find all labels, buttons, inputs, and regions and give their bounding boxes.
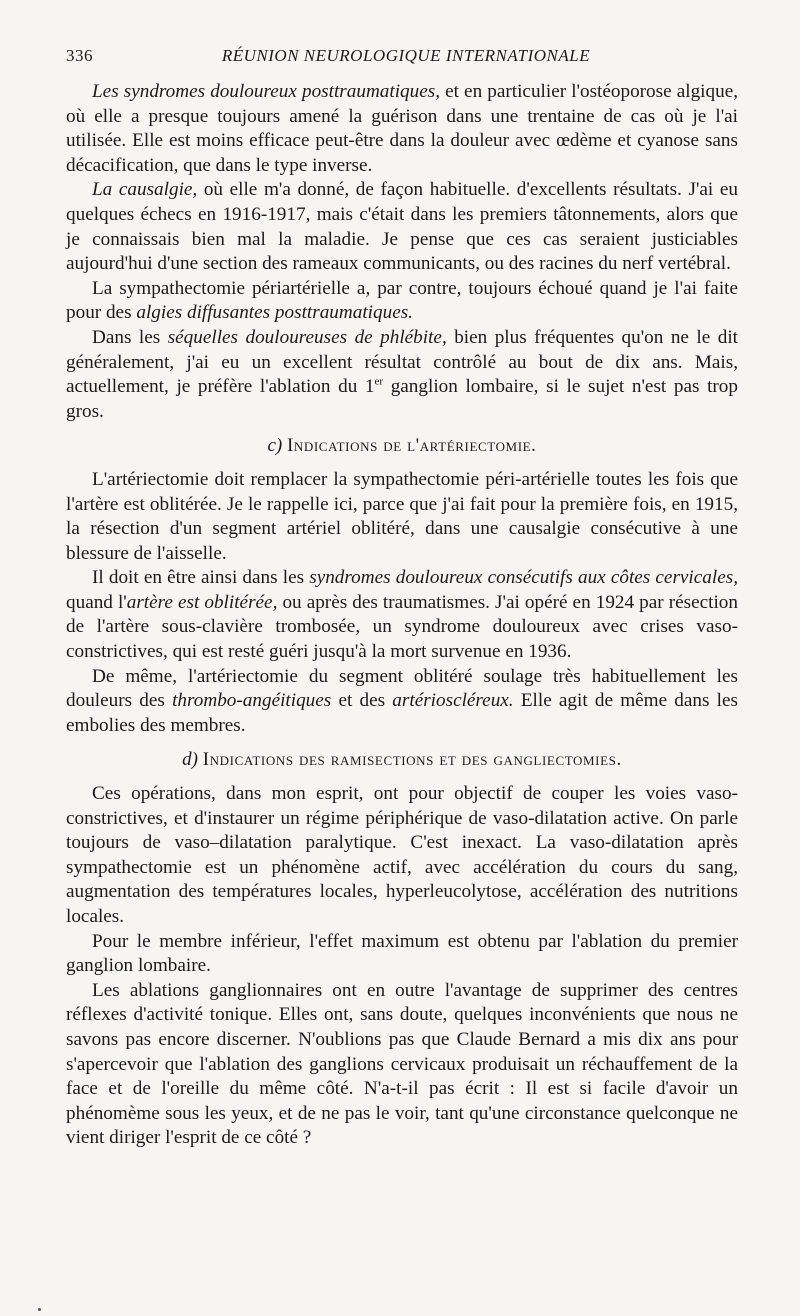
paragraph — [66, 277, 738, 326]
paragraph — [66, 178, 738, 276]
text-run: Les ablations ganglionnaires ont en outre l'avantage de supprimer des centres réflexes d'activité tonique. Elles ont, sans doute, quelques inconvénients que nous ne savons pas encore discerner. N'oublions pas que Claude Bernard a mis dix ans pour s'apercevoir que l'ablation des ganglions cervicaux produisait un réchauffement de la face et de l'oreille du même côté. N'a-t-il pas écrit : Il est si facile d'avoir un phénomème sous les yeux, et de ne pas le voir, tant qu'une circonstance quelconque ne vient diriger l'esprit de ce côté ? — [66, 979, 738, 1149]
section-title: Indications des ramisections et des gangliectomies. — [202, 749, 622, 771]
running-title: RÉUNION NEUROLOGIQUE INTERNATIONALE — [221, 46, 591, 65]
text-run: où elle m'a donné, de façon habituelle. d'excellents résultats. J'ai eu quelques échecs en 1916-1917, mais c'était dans les premiers tâtonnements, alors que je connaissais bien mal la maladie. Je pense que ces cas seraient justiciables aujourd'hui d'une section des rameaux communicants, ou des racines du nerf vertébral. — [66, 179, 738, 275]
paragraph — [66, 566, 738, 664]
text-run: bien plus fréquentes qu'on ne le dit généralement, j'ai eu un excellent résultat contrôlé au bout de dix ans. Mais, actuellement, je préfère l'ablation du 1 — [66, 326, 738, 398]
emphasis: Les syndromes douloureux posttraumatiques, — [92, 81, 441, 102]
running-header — [66, 46, 746, 72]
emphasis: séquelles douloureuses de phlébite, — [167, 326, 447, 348]
text-run: L'artériectomie doit remplacer la sympathectomie péri-artérielle toutes les fois que l'artère est oblitérée. Je le rappelle ici, parce que j'ai fait pour la première fois, en 1915, la résection d'un segment artériel oblitéré, dans une causalgie consécutive à une blessure de l'aisselle. — [66, 468, 738, 564]
page-speck — [38, 1308, 41, 1311]
text-run: De même, l'artériectomie du segment oblitéré soulage très habituellement les douleurs des — [66, 665, 738, 712]
section-heading-d — [66, 748, 738, 773]
paragraph — [66, 930, 738, 979]
superscript: er — [374, 375, 384, 388]
emphasis: syndromes douloureux consécutifs aux côtes cervicales, — [309, 567, 738, 589]
text-run: Pour le membre inférieur, l'effet maximum est obtenu par l'ablation du premier ganglion lombaire. — [66, 930, 738, 977]
text-run: quand l' — [66, 591, 127, 613]
emphasis: algies diffusantes posttraumatiques. — [136, 302, 413, 324]
paragraph — [66, 468, 738, 566]
text-run: Ces opérations, dans mon esprit, ont pour objectif de couper les voies vaso-constrictives, et d'instaurer un régime périphérique de vaso-dilatation active. On parle toujours de vaso–dilatation paralytique. C'est inexact. La vaso-dilatation après sympathectomie est un phénomène actif, avec accélération du cours du sang, augmentation des températures locales, hyperleucolytose, accélération des nutritions locales. — [66, 783, 738, 927]
paragraph — [66, 782, 738, 930]
text-run: ganglion lombaire, si le sujet n'est pas trop gros. — [66, 376, 738, 422]
text-run: Il doit en être ainsi dans les — [92, 567, 310, 589]
section-heading-c — [66, 434, 738, 459]
body-text — [66, 80, 738, 1151]
paragraph — [66, 665, 738, 739]
text-run: ou après des traumatismes. J'ai opéré en 1924 par résection de l'artère sous-clavière trombosée, un syndrome douloureux avec crises vaso-constrictives, qui est resté guéri jusqu'à la mort survenue en 1936. — [66, 591, 738, 663]
text-run: Elle agit de même dans les embolies des membres. — [66, 690, 738, 736]
section-title: Indications de l'artériectomie. — [286, 435, 537, 457]
section-letter: c) — [267, 435, 283, 457]
paragraph — [66, 326, 738, 424]
text-run: et des — [331, 690, 393, 712]
emphasis: thrombo-angéitiques — [172, 690, 332, 712]
paragraph — [66, 80, 738, 178]
emphasis: artère est oblitérée, — [126, 591, 278, 613]
paragraph — [66, 979, 738, 1151]
text-run: La sympathectomie périartérielle a, par contre, toujours échoué quand je l'ai faite pour des — [66, 277, 738, 324]
emphasis: La causalgie, — [92, 179, 198, 201]
text-run: et en particulier l'ostéoporose algique, où elle a presque toujours amené la guérison dans une trentaine de cas où je l'ai utilisée. Elle est moins efficace peut-être dans la douleur avec œdème et cyanose sans décacification, que dans le type inverse. — [66, 81, 739, 176]
page-number: 336 — [66, 46, 93, 65]
emphasis: artérioscléreux. — [392, 690, 514, 712]
text-run: Dans les — [92, 326, 168, 348]
section-letter: d) — [182, 749, 198, 771]
